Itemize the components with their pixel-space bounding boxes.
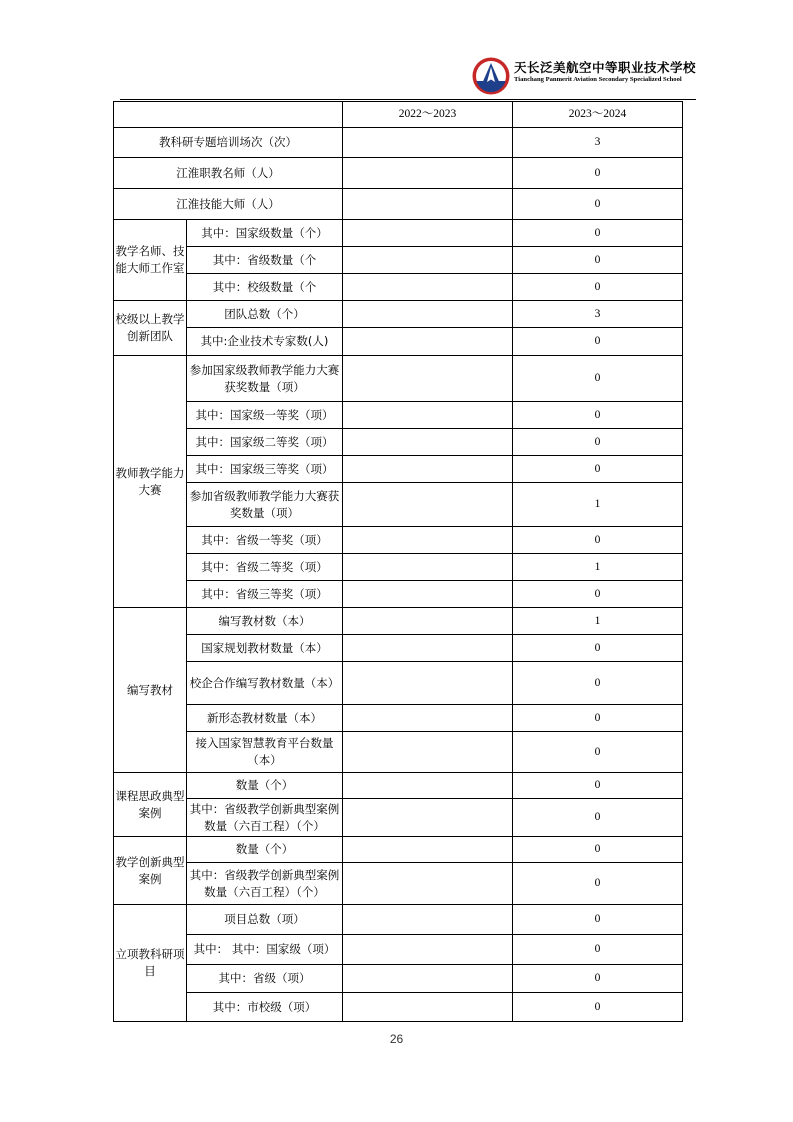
row-label: 其中：国家级一等奖（项） xyxy=(187,402,343,429)
group-label: 课程思政典型案例 xyxy=(114,773,187,837)
row-label: 其中：省级三等奖（项） xyxy=(187,581,343,608)
value-2022 xyxy=(343,402,513,429)
table-row xyxy=(114,220,683,247)
value-2022 xyxy=(343,732,513,773)
value-2023: 0 xyxy=(513,158,683,189)
value-2022 xyxy=(343,483,513,527)
row-label: 其中：省级数量（个 xyxy=(187,247,343,274)
value-2023: 0 xyxy=(513,863,683,905)
value-2022 xyxy=(343,158,513,189)
row-label: 其中：国家级数量（个） xyxy=(187,220,343,247)
value-2022 xyxy=(343,965,513,993)
value-2022 xyxy=(343,635,513,662)
value-2022 xyxy=(343,429,513,456)
table-row xyxy=(114,483,683,527)
value-2022 xyxy=(343,705,513,732)
value-2023: 0 xyxy=(513,220,683,247)
header-year-2023: 2023～2024 xyxy=(513,102,683,128)
value-2023: 3 xyxy=(513,128,683,158)
value-2022 xyxy=(343,189,513,220)
value-2023: 0 xyxy=(513,905,683,935)
table-row xyxy=(114,773,683,799)
value-2023: 0 xyxy=(513,328,683,356)
table-row xyxy=(114,402,683,429)
table-row xyxy=(114,274,683,301)
table-row xyxy=(114,905,683,935)
row-label: 团队总数（个） xyxy=(187,301,343,328)
value-2023: 0 xyxy=(513,837,683,863)
value-2023: 0 xyxy=(513,189,683,220)
table-row xyxy=(114,158,683,189)
table-row xyxy=(114,837,683,863)
value-2022 xyxy=(343,527,513,554)
value-2022 xyxy=(343,128,513,158)
value-2023: 0 xyxy=(513,402,683,429)
table-row xyxy=(114,128,683,158)
school-logo xyxy=(471,56,511,96)
row-label: 国家规划教材数量（本） xyxy=(187,635,343,662)
statistics-table xyxy=(113,101,683,1022)
value-2023: 3 xyxy=(513,301,683,328)
row-label: 其中：省级教学创新典型案例数量（六百工程）（个） xyxy=(187,799,343,837)
row-label: 数量（个） xyxy=(187,837,343,863)
row-label: 其中：省级二等奖（项） xyxy=(187,554,343,581)
table-row xyxy=(114,356,683,402)
value-2023: 0 xyxy=(513,356,683,402)
value-2022 xyxy=(343,799,513,837)
value-2023: 1 xyxy=(513,608,683,635)
row-label: 其中：省级（项） xyxy=(187,965,343,993)
group-label: 教师教学能力大赛 xyxy=(114,356,187,608)
row-label: 其中：校级数量（个 xyxy=(187,274,343,301)
row-label: 其中：省级一等奖（项） xyxy=(187,527,343,554)
row-label: 江淮职教名师（人） xyxy=(114,158,343,189)
value-2023: 0 xyxy=(513,799,683,837)
row-label: 其中：市校级（项） xyxy=(187,993,343,1022)
row-label: 其中：省级教学创新典型案例数量（六百工程）（个） xyxy=(187,863,343,905)
value-2023: 0 xyxy=(513,581,683,608)
table-row xyxy=(114,581,683,608)
table-row xyxy=(114,608,683,635)
value-2022 xyxy=(343,993,513,1022)
row-label: 其中:企业技术专家数(人) xyxy=(187,328,343,356)
value-2023: 0 xyxy=(513,705,683,732)
table-row xyxy=(114,799,683,837)
value-2022 xyxy=(343,220,513,247)
table-row xyxy=(114,527,683,554)
table-row xyxy=(114,863,683,905)
row-label: 其中：国家级二等奖（项） xyxy=(187,429,343,456)
row-label: 校企合作编写教材数量（本） xyxy=(187,662,343,705)
row-label: 江淮技能大师（人） xyxy=(114,189,343,220)
table-row xyxy=(114,554,683,581)
value-2022 xyxy=(343,608,513,635)
value-2023: 0 xyxy=(513,732,683,773)
value-2023: 0 xyxy=(513,635,683,662)
value-2022 xyxy=(343,554,513,581)
value-2022 xyxy=(343,328,513,356)
value-2023: 0 xyxy=(513,773,683,799)
group-label: 教学创新典型案例 xyxy=(114,837,187,905)
row-label: 教科研专题培训场次（次） xyxy=(114,128,343,158)
value-2023: 0 xyxy=(513,662,683,705)
value-2022 xyxy=(343,247,513,274)
table-row xyxy=(114,635,683,662)
table-row xyxy=(114,247,683,274)
value-2023: 0 xyxy=(513,429,683,456)
table-header-row xyxy=(114,102,683,128)
value-2022 xyxy=(343,356,513,402)
table-row xyxy=(114,301,683,328)
row-label: 其中： 其中：国家级（项） xyxy=(187,935,343,965)
value-2022 xyxy=(343,662,513,705)
school-name-en: Tianchang Panmerit Aviation Secondary Specialized School xyxy=(514,76,682,83)
group-label: 立项教科研项目 xyxy=(114,905,187,1022)
value-2022 xyxy=(343,935,513,965)
row-label: 接入国家智慧教育平台数量（本） xyxy=(187,732,343,773)
header-year-2022: 2022～2023 xyxy=(343,102,513,128)
row-label: 项目总数（项） xyxy=(187,905,343,935)
value-2023: 1 xyxy=(513,554,683,581)
value-2022 xyxy=(343,581,513,608)
header-title xyxy=(514,60,704,84)
table-row xyxy=(114,189,683,220)
value-2023: 0 xyxy=(513,527,683,554)
value-2022 xyxy=(343,905,513,935)
page-number: 26 xyxy=(389,1032,404,1046)
table-row xyxy=(114,965,683,993)
table-row xyxy=(114,935,683,965)
header-divider xyxy=(120,99,696,100)
row-label: 参加国家级教师教学能力大赛获奖数量（项） xyxy=(187,356,343,402)
value-2023: 0 xyxy=(513,935,683,965)
value-2023: 0 xyxy=(513,965,683,993)
row-label: 数量（个） xyxy=(187,773,343,799)
value-2023: 0 xyxy=(513,993,683,1022)
group-label: 编写教材 xyxy=(114,608,187,773)
value-2022 xyxy=(343,863,513,905)
table-row xyxy=(114,662,683,705)
group-label: 教学名师、技能大师工作室 xyxy=(114,220,187,301)
value-2023: 0 xyxy=(513,247,683,274)
header-blank-cell xyxy=(114,102,343,128)
value-2023: 0 xyxy=(513,456,683,483)
group-label: 校级以上教学创新团队 xyxy=(114,301,187,356)
row-label: 编写教材数（本） xyxy=(187,608,343,635)
value-2023: 1 xyxy=(513,483,683,527)
table-row xyxy=(114,705,683,732)
table-row xyxy=(114,328,683,356)
table-row xyxy=(114,429,683,456)
row-label: 其中：国家级三等奖（项） xyxy=(187,456,343,483)
table-row xyxy=(114,456,683,483)
value-2022 xyxy=(343,773,513,799)
value-2023: 0 xyxy=(513,274,683,301)
school-name-cn: 天长泛美航空中等职业技术学校 xyxy=(514,60,697,75)
value-2022 xyxy=(343,301,513,328)
row-label: 参加省级教师教学能力大赛获奖数量（项） xyxy=(187,483,343,527)
value-2022 xyxy=(343,456,513,483)
table-row xyxy=(114,993,683,1022)
value-2022 xyxy=(343,837,513,863)
table-row xyxy=(114,732,683,773)
row-label: 新形态教材数量（本） xyxy=(187,705,343,732)
value-2022 xyxy=(343,274,513,301)
